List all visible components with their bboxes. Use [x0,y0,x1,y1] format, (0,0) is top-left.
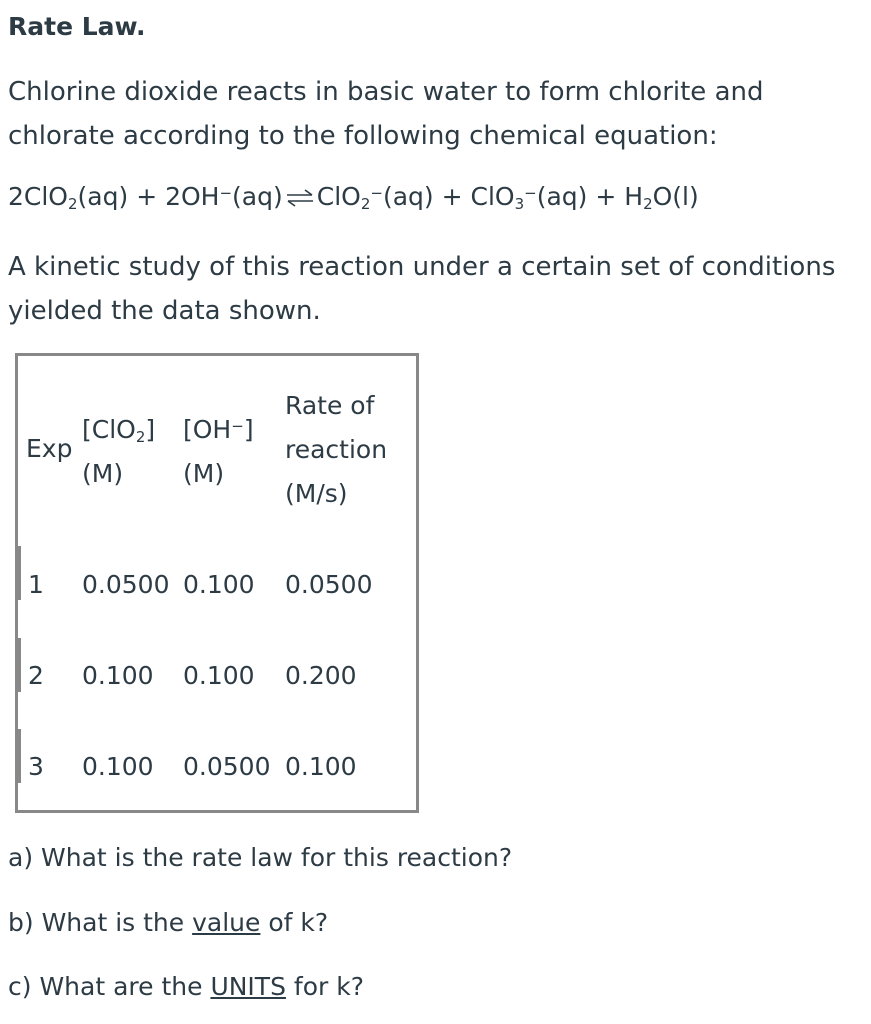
header-clo2-bracket: ] [145,415,156,444]
eq-sub: 2 [360,194,371,213]
header-rate-line-2: reaction [285,435,388,464]
question-c-text-end: for k? [285,972,364,1001]
header-clo2-unit: (M) [82,459,124,488]
header-rate-line-3: (M/s) [285,479,348,508]
data-table [15,353,419,813]
question-b-text-end: of k? [260,908,329,937]
row-edge [18,729,21,783]
study-line-1: A kinetic study of this reaction under a certain set of conditions [8,252,836,282]
row-2-rate: 0.200 [285,661,357,690]
eq-product-h2o: (aq) + H [536,182,644,211]
question-c [8,972,364,1001]
header-exp: Exp [26,434,73,463]
row-3-exp: 3 [28,752,44,781]
question-c-underlined: UNITS [210,972,286,1001]
row-1-rate: 0.0500 [285,570,373,599]
question-b-text: b) What is the [8,908,193,937]
eq-sub: 2 [643,194,653,213]
study-line-2: yielded the data shown. [8,296,321,326]
eq-sub: 3 [514,194,525,213]
row-edge [18,638,21,692]
eq-sup: − [219,184,233,203]
row-edge [18,546,21,600]
header-oh-sup: − [231,417,244,436]
header-oh-bracket: ] [243,415,254,444]
row-2-oh: 0.100 [183,661,255,690]
question-b [8,908,328,937]
eq-state: (aq) [232,182,283,211]
row-1-clo2: 0.0500 [82,570,170,599]
header-oh-text: [OH [183,415,232,444]
eq-sup: − [370,184,383,203]
row-3-rate: 0.100 [285,752,357,781]
row-1-exp: 1 [28,570,44,599]
header-oh-unit: (M) [183,459,225,488]
row-2-exp: 2 [28,661,44,690]
row-2-clo2: 0.100 [82,661,154,690]
question-a: a) What is the rate law for this reaction? [8,843,513,872]
intro-paragraph [8,70,764,158]
row-3-oh: 0.0500 [183,752,271,781]
header-clo2-sub: 2 [135,427,146,446]
chemical-equation [8,182,699,211]
header-clo2 [82,408,155,496]
page-title: Rate Law. [8,12,146,41]
eq-product-clo2: ClO [316,182,361,211]
eq-sub: 2 [68,194,78,213]
study-paragraph [8,245,835,333]
eq-state: O(l) [652,182,699,211]
equilibrium-arrow-icon [285,189,315,207]
intro-line-2: chlorate according to the following chemical equation: [8,121,718,151]
eq-product-clo3: (aq) + ClO [382,182,515,211]
row-3-clo2: 0.100 [82,752,154,781]
eq-reactant-oh: (aq) + 2OH [77,182,220,211]
header-rate-line-1: Rate of [285,391,375,420]
intro-line-1: Chlorine dioxide reacts in basic water to form chlorite and [8,77,764,107]
eq-reactant-clo2: 2ClO [8,182,68,211]
header-clo2-text: [ClO [82,415,136,444]
question-b-underlined: value [192,908,261,937]
row-1-oh: 0.100 [183,570,255,599]
header-oh [183,408,254,496]
eq-sup: − [524,184,537,203]
question-c-text: c) What are the [8,972,211,1001]
header-rate [285,384,387,516]
